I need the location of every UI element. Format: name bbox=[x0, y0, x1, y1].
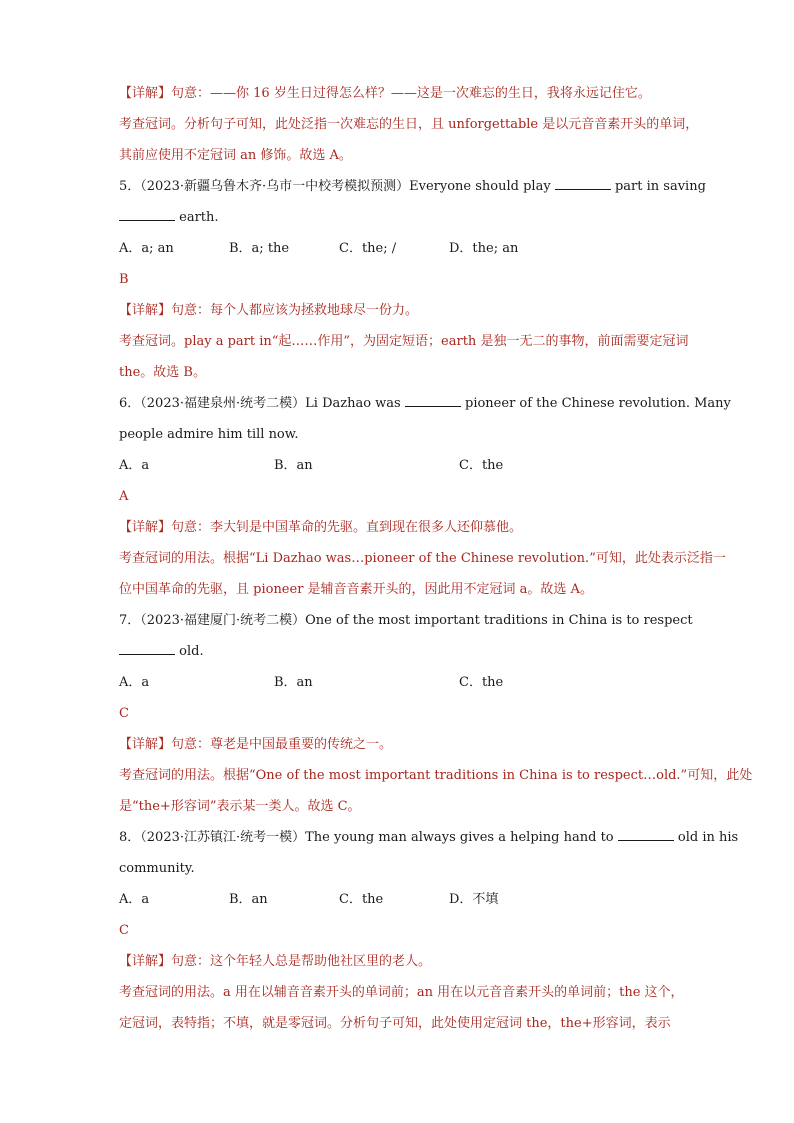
analysis-line: 是“the+形容词”表示某一类人。故选 C。 bbox=[119, 799, 361, 814]
answer-blank bbox=[119, 643, 175, 655]
explanation-meaning: 【详解】句意：这个年轻人总是帮助他社区里的老人。 bbox=[119, 954, 432, 969]
answer: C bbox=[119, 706, 129, 721]
answer-blank bbox=[618, 829, 674, 841]
option-a: A．a bbox=[119, 675, 150, 690]
question-stem: 5．（2023·新疆乌鲁木齐·乌市一中校考模拟预测）Everyone should play part in saving bbox=[119, 179, 706, 194]
option-d: D．不填 bbox=[449, 892, 499, 907]
question-source: （2023·江苏镇江·统考一模） bbox=[140, 830, 306, 845]
document-page bbox=[119, 78, 753, 1039]
option-c: C．the; / bbox=[339, 241, 397, 256]
question-stem: 7．（2023·福建厦门·统考二模）One of the most important traditions in China is to respect bbox=[119, 613, 693, 628]
option-b: B．a; the bbox=[229, 241, 290, 256]
question-number: 6． bbox=[119, 396, 141, 411]
option-b: B．an bbox=[229, 892, 268, 907]
options-row bbox=[119, 233, 709, 264]
answer-blank bbox=[555, 178, 611, 190]
question-source: （2023·福建厦门·统考二模） bbox=[140, 613, 306, 628]
analysis-line: 其前应使用不定冠词 an 修饰。故选 A。 bbox=[119, 148, 352, 163]
explanation-head: 【详解】 bbox=[119, 520, 172, 535]
question-number: 5． bbox=[119, 179, 141, 194]
question-stem-line2: people admire him till now. bbox=[119, 427, 299, 442]
question-stem: 8．（2023·江苏镇江·统考一模）The young man always gives a helping hand to old in his bbox=[119, 830, 739, 845]
option-d: D．the; an bbox=[449, 241, 519, 256]
analysis-line: 位中国革命的先驱，且 pioneer 是辅音音素开头的，因此用不定冠词 a。故选 A。 bbox=[119, 582, 593, 597]
analysis-line: 考查冠词的用法。a 用在以辅音音素开头的单词前；an 用在以元音音素开头的单词前；the 这个， bbox=[119, 985, 684, 1000]
analysis-line: 定冠词，表特指；不填，就是零冠词。分析句子可知，此处使用定冠词 the，the+形容词，表示 bbox=[119, 1016, 671, 1031]
option-c: C．the bbox=[459, 458, 504, 473]
answer: C bbox=[119, 923, 129, 938]
explanation-meaning: 【详解】句意：李大钊是中国革命的先驱。直到现在很多人还仰慕他。 bbox=[119, 520, 523, 535]
option-b: B．an bbox=[274, 675, 313, 690]
question-stem-line2: community. bbox=[119, 861, 195, 876]
explanation-meaning: 【详解】句意：每个人都应该为拯救地球尽一份力。 bbox=[119, 303, 419, 318]
question-number: 8． bbox=[119, 830, 141, 845]
option-a: A．a bbox=[119, 892, 150, 907]
analysis-line: the。故选 B。 bbox=[119, 365, 206, 380]
question-stem-line2: old. bbox=[119, 636, 709, 667]
question-source: （2023·福建泉州·统考二模） bbox=[140, 396, 306, 411]
answer: A bbox=[119, 489, 129, 504]
question-number: 7． bbox=[119, 613, 141, 628]
options-row bbox=[119, 667, 709, 698]
analysis-line: 考查冠词。分析句子可知，此处泛指一次难忘的生日，且 unforgettable 是以元音音素开头的单词， bbox=[119, 117, 699, 132]
options-row bbox=[119, 884, 709, 915]
answer-blank bbox=[405, 395, 461, 407]
question-stem: 6．（2023·福建泉州·统考二模）Li Dazhao was pioneer of the Chinese revolution. Many bbox=[119, 396, 731, 411]
option-c: C．the bbox=[459, 675, 504, 690]
option-c: C．the bbox=[339, 892, 384, 907]
explanation-meaning: 【详解】句意：——你 16 岁生日过得怎么样？——这是一次难忘的生日，我将永远记住它。 bbox=[119, 86, 651, 101]
explanation-meaning: 【详解】句意：尊老是中国最重要的传统之一。 bbox=[119, 737, 393, 752]
analysis-line: 考查冠词。play a part in“起……作用”，为固定短语；earth 是独一无二的事物，前面需要定冠词 bbox=[119, 334, 689, 349]
option-a: A．a bbox=[119, 458, 150, 473]
answer: B bbox=[119, 272, 129, 287]
explanation-head: 【详解】 bbox=[119, 954, 172, 969]
explanation-head: 【详解】 bbox=[119, 303, 172, 318]
option-a: A．a; an bbox=[119, 241, 174, 256]
explanation-head: 【详解】 bbox=[119, 86, 172, 101]
analysis-line: 考查冠词的用法。根据“One of the most important traditions in China is to respect…old.”可知，此处 bbox=[119, 768, 753, 783]
question-source: （2023·新疆乌鲁木齐·乌市一中校考模拟预测） bbox=[140, 179, 410, 194]
analysis-line: 考查冠词的用法。根据“Li Dazhao was…pioneer of the Chinese revolution.”可知，此处表示泛指一 bbox=[119, 551, 726, 566]
option-b: B．an bbox=[274, 458, 313, 473]
options-row bbox=[119, 450, 709, 481]
answer-blank bbox=[119, 209, 175, 221]
question-stem-line2: earth. bbox=[119, 202, 709, 233]
explanation-head: 【详解】 bbox=[119, 737, 172, 752]
